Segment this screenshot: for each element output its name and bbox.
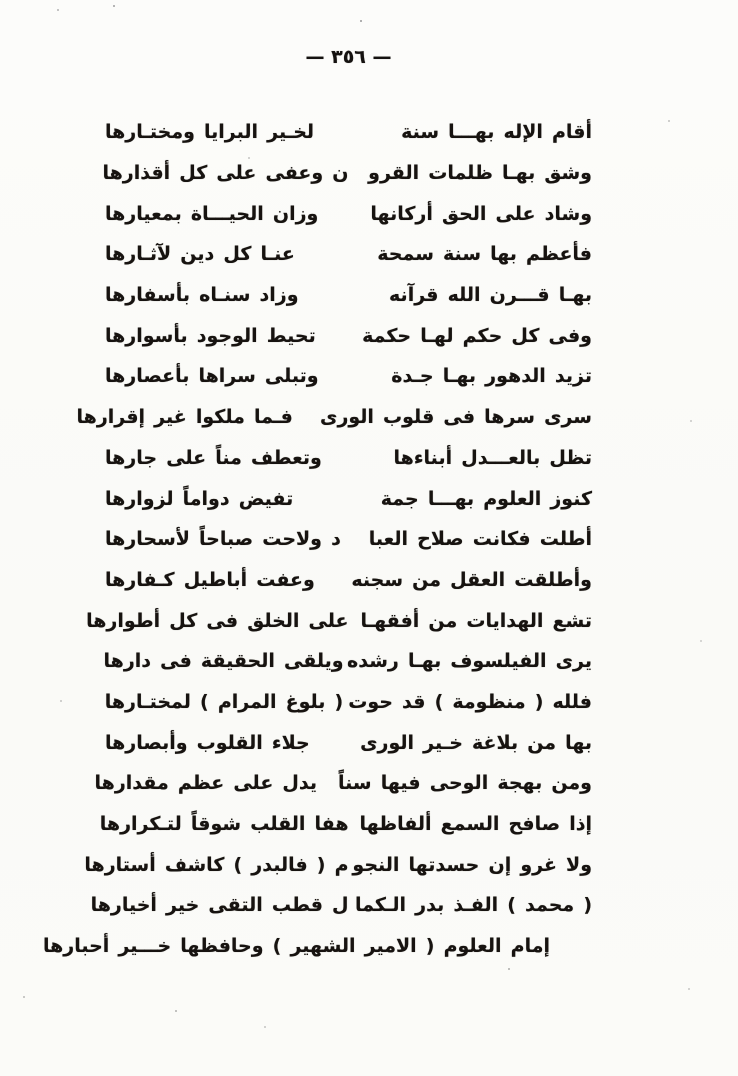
verse-sadr: بها من بلاغة خـير الورى <box>360 731 592 754</box>
verse-ajuz: فـما ملكوا غير إقرارها <box>76 406 293 429</box>
verse-line <box>105 438 592 479</box>
verse-line <box>105 356 592 397</box>
verse-ajuz: جلاء القلوب وأبصارها <box>105 731 310 754</box>
poem <box>42 112 592 966</box>
verse-line <box>105 682 592 723</box>
verse-sadr: بهـا قـــرن الله قرآنه <box>389 284 592 307</box>
verse-ajuz: وتبلى سراها بأعصارها <box>105 365 319 388</box>
verse-ajuz: ويلقى الحقيقة فى دارها <box>103 650 344 673</box>
verse-ajuz: وزاد سنـاه بأسفارها <box>105 284 299 307</box>
verse-sadr: فلله ( منظومة ) قد حوت <box>348 690 592 713</box>
verse-ajuz: م ( فالبدر ) كاشف أستارها <box>84 853 349 876</box>
verse-line <box>86 600 592 641</box>
verse-sadr: تظل بالعـــدل أبناءها <box>393 446 592 469</box>
verse-line <box>105 275 592 316</box>
scan-noise <box>0 0 2 2</box>
verse-ajuz: هفا القلب شوقاً لتـكرارها <box>99 813 349 836</box>
verse-ajuz: يدل على عظم مقدارها <box>94 772 318 795</box>
verse-sadr: وشق بهـا ظلمات القرو <box>368 162 592 185</box>
verse-sadr: يرى الفيلسوف بهـا رشده <box>347 650 592 673</box>
verse-line <box>84 844 592 885</box>
verse-ajuz: تفيض دواماً لزوارها <box>105 487 294 510</box>
verse-sadr: ولا غرو إن حسدتها النجو <box>352 853 592 876</box>
verse-ajuz: وعفت أباطيل كـفارها <box>105 568 315 591</box>
verse-ajuz: تحيط الوجود بأسوارها <box>105 324 316 347</box>
page-number: — ٣٥٦ — <box>305 46 392 68</box>
verse-ajuz: وتعطف مناً على جارها <box>105 446 322 469</box>
verse-line <box>105 478 592 519</box>
verse-line <box>90 885 592 926</box>
verse-sadr: كنوز العلوم بهـــا جمة <box>380 487 592 510</box>
verse-final-line <box>42 926 592 967</box>
verse-sadr: أطلت فكانت صلاح العبا <box>368 528 592 551</box>
verse-line <box>105 112 592 153</box>
verse-line <box>105 234 592 275</box>
verse-line <box>105 315 592 356</box>
verse-line <box>105 519 592 560</box>
verse-ajuz: لخـير البرايا ومختـارها <box>105 121 315 144</box>
verse-line <box>102 153 592 194</box>
verse-line <box>105 722 592 763</box>
verse-line <box>76 397 592 438</box>
verse-ajuz: ( بلوغ المرام ) لمختـارها <box>104 690 344 713</box>
verse-sadr: أقام الإله بهـــا سنة <box>401 121 592 144</box>
verse-sadr: ومن بهجة الوحى فيها سناً <box>338 772 592 795</box>
verse-ajuz: على الخلق فى كل أطوارها <box>86 609 349 632</box>
verse-line <box>105 560 592 601</box>
verse-sadr: وفى كل حكم لهـا حكمة <box>362 324 592 347</box>
verse-line <box>99 804 592 845</box>
verse-sadr: تشع الهدايات من أفقهـا <box>360 609 592 632</box>
verse-sadr: وشاد على الحق أركانها <box>370 202 592 225</box>
verse-sadr: سرى سرها فى قلوب الورى <box>320 406 592 429</box>
verse-line <box>105 641 592 682</box>
verse-ajuz: د ولاحت صباحاً لأسحارها <box>105 528 341 551</box>
verse-line <box>94 763 592 804</box>
verse-sadr: ( محمد ) الفـذ بدر الـكما <box>354 894 592 917</box>
verse-sadr: إذا صافح السمع ألفاظها <box>359 813 592 836</box>
verse-ajuz: ن وعفى على كل أقذارها <box>102 162 349 185</box>
verse-sadr: وأطلقت العقل من سجنه <box>351 568 592 591</box>
verse-ajuz: عنـا كل دين لآثـارها <box>105 243 295 266</box>
verse-ajuz: ل قطب التقى خير أخيارها <box>90 894 349 917</box>
verse-final-text: إمام العلوم ( الامير الشهير ) وحافظها خـــير أحبارها <box>42 935 550 958</box>
verse-line <box>105 193 592 234</box>
verse-sadr: تزيد الدهور بهـا جـدة <box>391 365 592 388</box>
verse-ajuz: وزان الحيـــاة بمعيارها <box>105 202 319 225</box>
verse-sadr: فأعظم بها سنة سمحة <box>377 243 592 266</box>
